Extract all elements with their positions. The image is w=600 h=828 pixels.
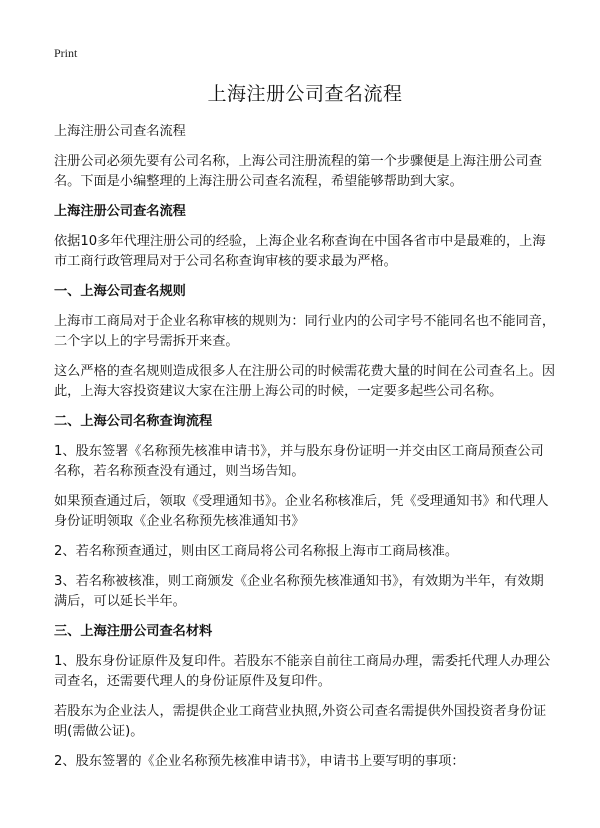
paragraph-rules-advice: 这么严格的查名规则造成很多人在注册公司的时候需花费大量的时间在公司查名上。因此，上海大容投资建议大家在注册上海公司的时候，一定要多起些公司名称。 bbox=[54, 364, 556, 399]
paragraph-step-1: 1、股东签署《名称预先核准申请书》，并与股东身份证明一并交由区工商局预查公司名称，若名称预查没有通过，则当场告知。 bbox=[54, 444, 544, 479]
document-body bbox=[54, 122, 556, 772]
paragraph-step-3: 3、若名称被核准，则工商颁发《企业名称预先核准通知书》，有效期为半年，有效期满后，可以延长半年。 bbox=[54, 574, 544, 609]
section-heading-rules: 一、上海公司查名规则 bbox=[54, 284, 186, 299]
intro-paragraph: 注册公司必须先要有公司名称，上海公司注册流程的第一个步骤便是上海注册公司查名。下面是小编整理的上海注册公司查名流程，希望能够帮助到大家。 bbox=[54, 154, 542, 189]
paragraph-step-2: 2、若名称预查通过，则由区工商局将公司名称报上海市工商局核准。 bbox=[54, 544, 459, 559]
document-subtitle: 上海注册公司查名流程 bbox=[54, 124, 186, 139]
paragraph-material-1-note: 若股东为企业法人，需提供企业工商营业执照,外资公司查名需提供外国投资者身份证明(需做公证)。 bbox=[54, 704, 547, 739]
section-heading-materials: 三、上海注册公司查名材料 bbox=[54, 624, 213, 639]
section-heading-query-process: 二、上海公司名称查询流程 bbox=[54, 414, 213, 429]
section-heading-process: 上海注册公司查名流程 bbox=[54, 204, 186, 219]
paragraph-step-1-followup: 如果预查通过后，领取《受理通知书》。企业名称核准后，凭《受理通知书》和代理人身份证明领取《企业名称预先核准通知书》 bbox=[54, 494, 549, 529]
paragraph-material-1: 1、股东身份证原件及复印件。若股东不能亲自前往工商局办理，需委托代理人办理公司查名，还需要代理人的身份证原件及复印件。 bbox=[54, 654, 551, 689]
document-title: 上海注册公司查名流程 bbox=[207, 83, 403, 105]
paragraph-experience: 依据10多年代理注册公司的经验，上海企业名称查询在中国各省市中是最难的，上海市工商行政管理局对于公司名称查询审核的要求最为严格。 bbox=[54, 234, 546, 269]
print-label: Print bbox=[54, 46, 78, 60]
paragraph-rules: 上海市工商局对于企业名称审核的规则为：同行业内的公司字号不能同名也不能同音，二个字以上的字号需拆开来查。 bbox=[54, 314, 556, 349]
paragraph-material-2: 2、股东签署的《企业名称预先核准申请书》，申请书上要写明的事项： bbox=[54, 754, 465, 769]
